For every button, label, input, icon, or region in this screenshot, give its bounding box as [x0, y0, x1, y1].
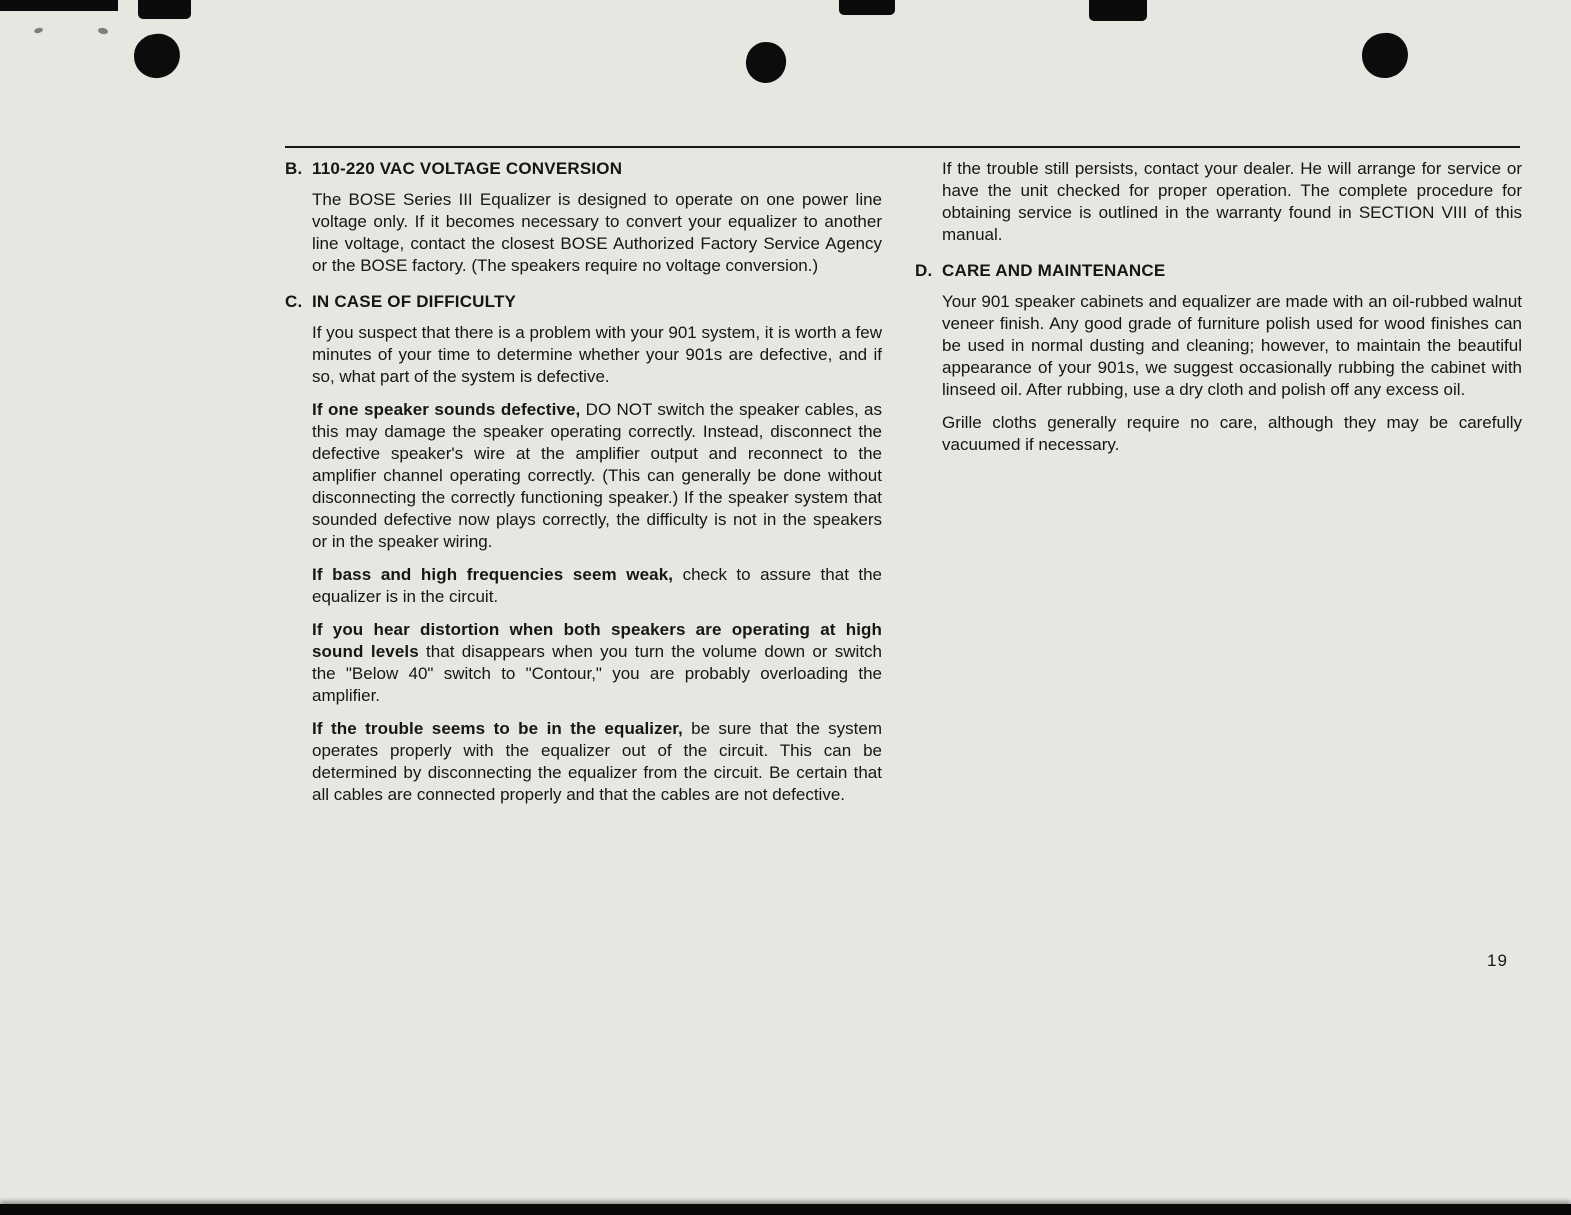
- section-letter: C.: [285, 292, 303, 311]
- paragraph: Grille cloths generally require no care, although they may be carefully vacuumed if necessary.: [942, 413, 1522, 454]
- left-column: [285, 158, 882, 817]
- paragraph-rest: DO NOT switch the speaker cables, as this may damage the speaker operating correctly. Instead, disconnect the defective speaker's wire at the amplifier output and reconnect to the amplifier channel operating correctly. (This can generally be done without disconnecting the correctly functioning speaker.) If the speaker system that sounded defective now plays correctly, the difficulty is not in the speakers or in the speaker wiring.: [312, 400, 882, 551]
- section-continuation: [915, 158, 1522, 246]
- section-title: 110-220 VAC VOLTAGE CONVERSION: [312, 159, 623, 178]
- paragraph: [312, 399, 882, 553]
- scan-artifact-corner: [0, 0, 118, 11]
- hole-punch-dot: [1360, 31, 1409, 79]
- section-letter: B.: [285, 159, 303, 178]
- section-title: CARE AND MAINTENANCE: [942, 261, 1166, 280]
- paragraph: [312, 564, 882, 608]
- scan-speck: [98, 27, 109, 35]
- section-title: IN CASE OF DIFFICULTY: [312, 292, 517, 311]
- paragraph-lead-bold: If the trouble seems to be in the equalizer,: [312, 719, 683, 738]
- scan-artifact-tab: [138, 0, 191, 19]
- paragraph-rest: check to assure that the equalizer is in the circuit.: [312, 565, 883, 606]
- right-column: [915, 158, 1522, 467]
- paragraph-rest: be sure that the system operates properly with the equalizer out of the circuit. This can be determined by disconnecting the equalizer from the circuit. Be certain that all cables are connected properly and that the cables are not defective.: [312, 719, 882, 804]
- section-voltage-conversion: [285, 158, 882, 277]
- hole-punch-dot: [131, 31, 183, 81]
- paragraph-rest: that disappears when you turn the volume down or switch the "Below 40" switch to "Contour," you are probably overloading the amplifier.: [312, 642, 882, 705]
- scan-artifact-bottom-edge: [0, 1204, 1571, 1215]
- section-in-case-of-difficulty: [285, 291, 882, 806]
- paragraph: [312, 619, 882, 707]
- paragraph: If you suspect that there is a problem with your 901 system, it is worth a few minutes of your time to determine whether your 901s are defective, and if so, what part of the system is defective.: [312, 323, 882, 386]
- paragraph: If the trouble still persists, contact your dealer. He will arrange for service or have the unit checked for proper operation. The complete procedure for obtaining service is outlined in the warranty found in SECTION VIII of this manual.: [942, 159, 1522, 244]
- paragraph-lead-bold: If bass and high frequencies seem weak,: [312, 565, 674, 584]
- page-number: 19: [1487, 951, 1508, 970]
- header-rule: [285, 146, 1520, 148]
- section-care-and-maintenance: [915, 260, 1522, 456]
- paragraph: Your 901 speaker cabinets and equalizer are made with an oil-rubbed walnut veneer finish. Any good grade of furniture polish used for wood finishes can be used in normal dusting and cleaning; however, to maintain the beautiful appearance of your 901s, we suggest occasionally rubbing the cabinet with linseed oil. After rubbing, use a dry cloth and polish off any excess oil.: [942, 292, 1522, 399]
- paragraph-lead-bold: If you hear distortion when both speakers are operating at high sound levels: [312, 620, 882, 661]
- paragraph-lead-bold: If one speaker sounds defective,: [312, 400, 581, 419]
- scan-artifact-tab: [839, 0, 895, 15]
- paragraph: [312, 718, 882, 806]
- hole-punch-dot: [744, 40, 788, 85]
- paragraph: The BOSE Series III Equalizer is designed to operate on one power line voltage only. If it becomes necessary to convert your equalizer to another line voltage, contact the closest BOSE Authorized Factory Service Agency or the BOSE factory. (The speakers require no voltage conversion.): [312, 190, 882, 275]
- section-d-heading: [915, 260, 1522, 282]
- section-b-heading: [285, 158, 882, 180]
- scan-artifact-tab: [1089, 0, 1147, 21]
- scan-speck: [34, 27, 44, 34]
- section-letter: D.: [915, 261, 933, 280]
- section-c-heading: [285, 291, 882, 313]
